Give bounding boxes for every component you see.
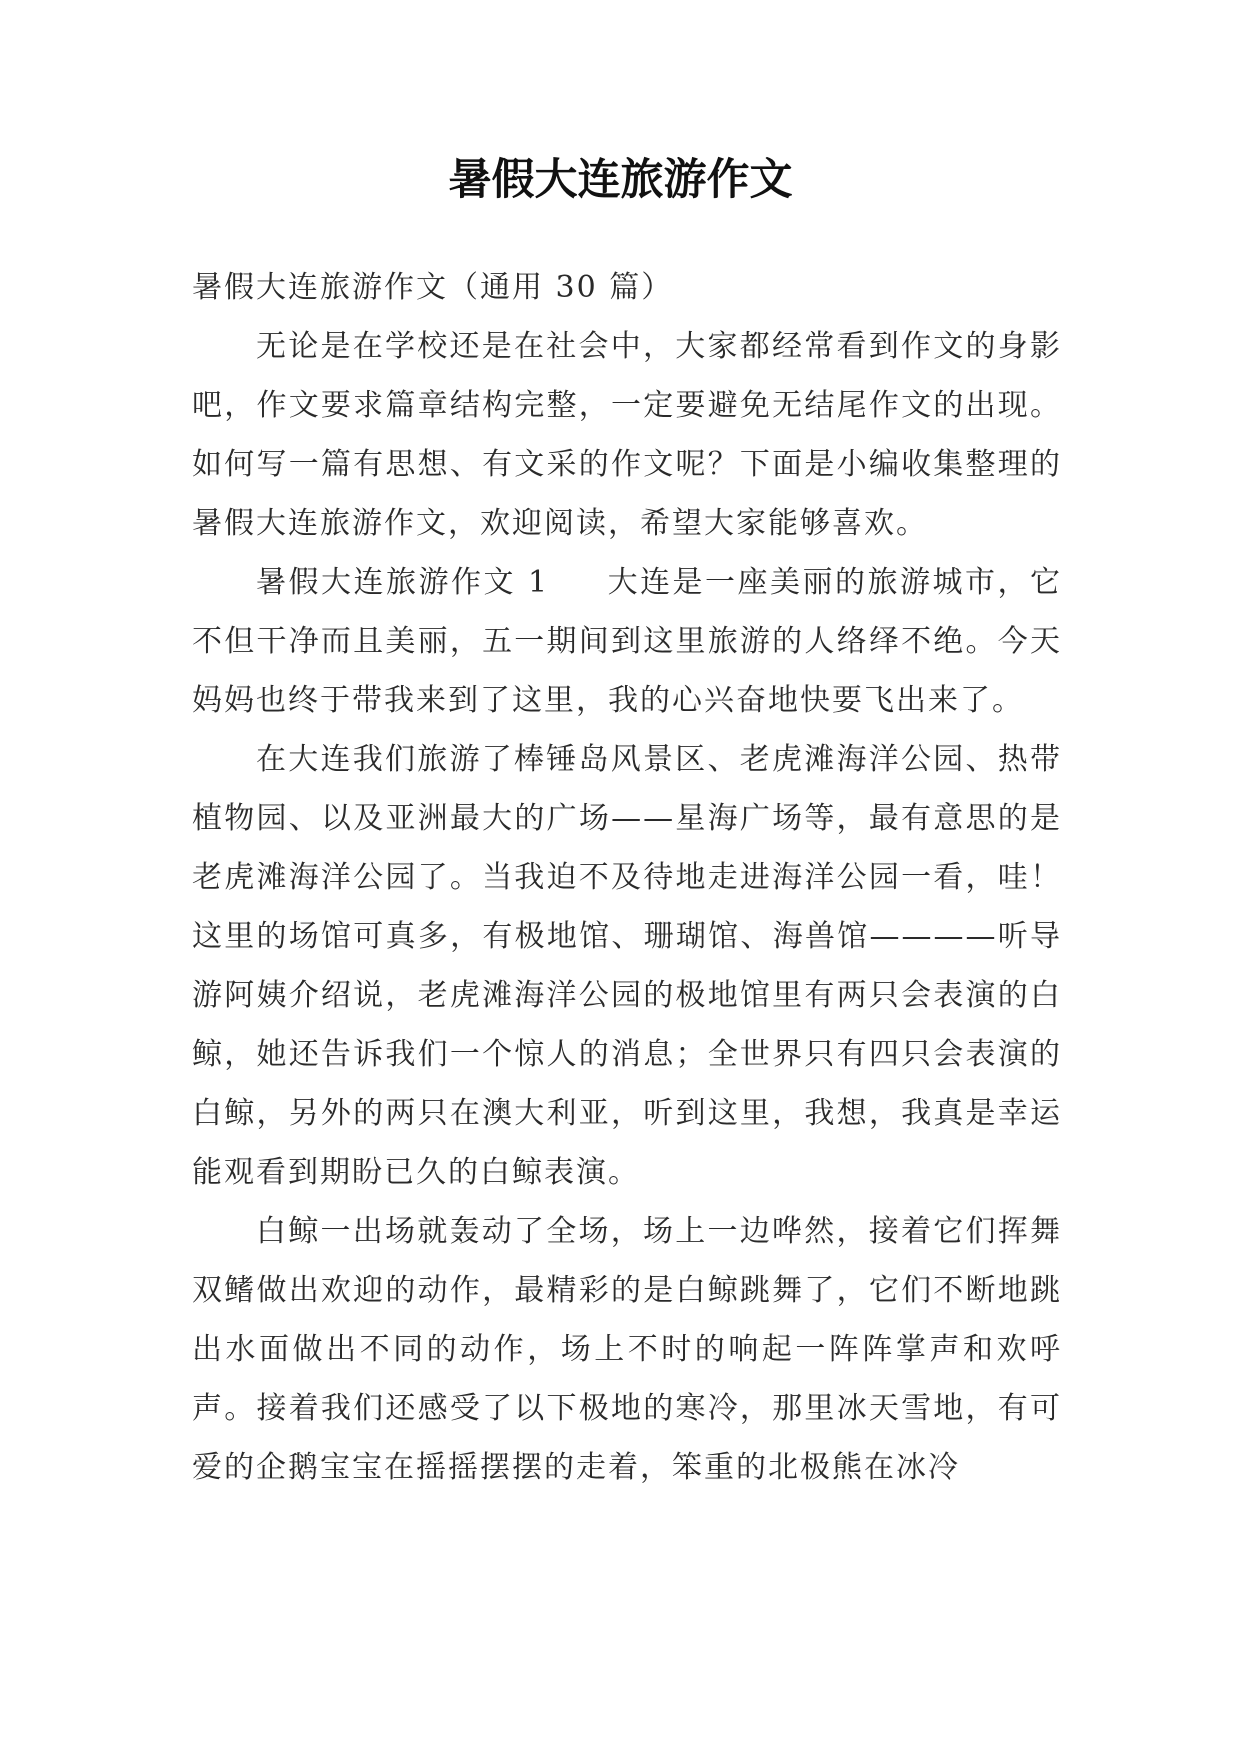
- document-title: 暑假大连旅游作文: [448, 155, 793, 205]
- intro-paragraph: 无论是在学校还是在社会中，大家都经常看到作文的身影吧，作文要求篇章结构完整，一定要避免无结尾作文的出现。如何写一篇有思想、有文采的作文呢？下面是小编收集整理的暑假大连旅游作文，欢迎阅读，希望大家能够喜欢。: [192, 329, 1062, 541]
- body-paragraph-2: 在大连我们旅游了棒锤岛风景区、老虎滩海洋公园、热带植物园、以及亚洲最大的广场——星海广场等，最有意思的是老虎滩海洋公园了。当我迫不及待地走进海洋公园一看，哇！这里的场馆可真多，有极地馆、珊瑚馆、海兽馆————听导游阿姨介绍说，老虎滩海洋公园的极地馆里有两只会表演的白鲸，她还告诉我们一个惊人的消息；全世界只有四只会表演的白鲸，另外的两只在澳大利亚，听到这里，我想，我真是幸运能观看到期盼已久的白鲸表演。: [192, 742, 1062, 1190]
- essay-1-paragraph: [192, 553, 1062, 730]
- body-paragraph-3: 白鲸一出场就轰动了全场，场上一边哗然，接着它们挥舞双鳍做出欢迎的动作，最精彩的是白鲸跳舞了，它们不断地跳出水面做出不同的动作，场上不时的响起一阵阵掌声和欢呼声。接着我们还感受了以下极地的寒冷，那里冰天雪地，有可爱的企鹅宝宝在摇摇摆摆的走着，笨重的北极熊在冰冷: [192, 1214, 1062, 1485]
- essay-1-heading: 暑假大连旅游作文 1: [256, 565, 550, 600]
- document-body: [192, 258, 1062, 1497]
- document-subtitle: 暑假大连旅游作文（通用 30 篇）: [192, 270, 674, 305]
- essay-1-lead-text: 大连是一座美丽的旅游城市，它不但干净而且美丽，五一期间到这里旅游的人络绎不绝。今天妈妈也终于带我来到了这里，我的心兴奋地快要飞出来了。: [192, 565, 1063, 718]
